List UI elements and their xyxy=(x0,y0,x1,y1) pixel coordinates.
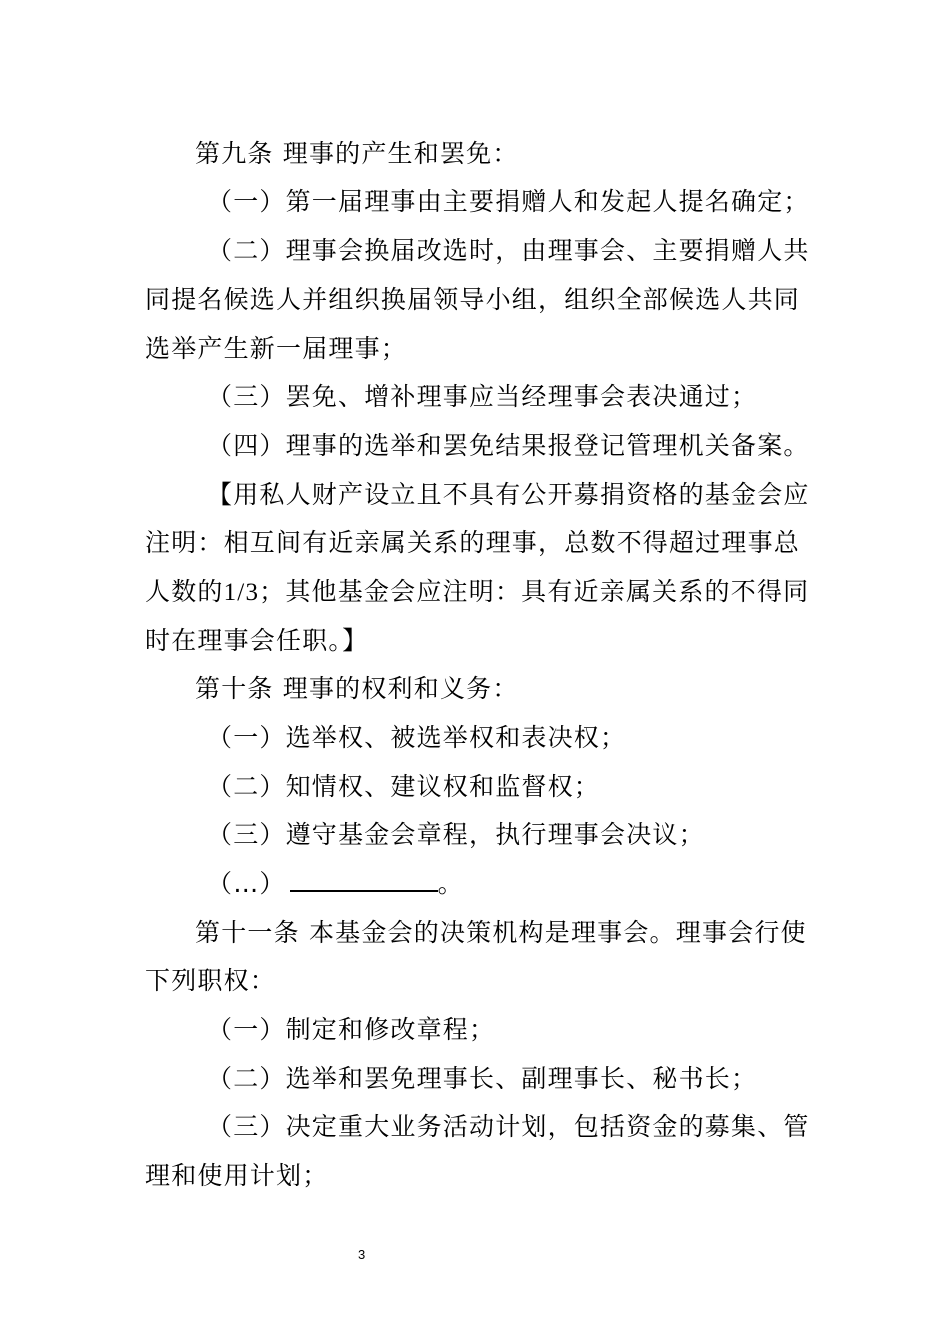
article-11-heading-line-2: 下列职权： xyxy=(145,966,277,995)
article-9-note-line-1: 【用私人财产设立且不具有公开募捐资格的基金会应 xyxy=(207,480,810,509)
article-9-note-line-2: 注明：相互间有近亲属关系的理事，总数不得超过理事总 xyxy=(145,528,801,557)
article-9-item-2-line-3: 选举产生新一届理事； xyxy=(145,334,408,363)
article-11-item-3-line-1: （三）决定重大业务活动计划，包括资金的募集、管 xyxy=(207,1112,810,1141)
note-fraction: 1/3 xyxy=(223,579,260,606)
article-10-item-more xyxy=(207,860,464,908)
item-more-end: 。 xyxy=(437,869,464,898)
item-more-label: （…） xyxy=(207,869,286,898)
note-text-after: ；其他基金会应注明：具有近亲属关系的不得同 xyxy=(259,577,810,606)
article-9-note-line-3 xyxy=(145,568,809,616)
article-9-item-3: （三）罢免、增补理事应当经理事会表决通过； xyxy=(207,382,758,411)
page-number: 3 xyxy=(358,1247,366,1262)
article-9-item-2-line-1: （二）理事会换届改选时，由理事会、主要捐赠人共 xyxy=(207,236,810,265)
article-11-item-1: （一）制定和修改章程； xyxy=(207,1015,496,1044)
article-9-item-1: （一）第一届理事由主要捐赠人和发起人提名确定； xyxy=(207,187,810,216)
note-text-before: 人数的 xyxy=(145,577,224,606)
article-9-heading: 第九条 理事的产生和罢免： xyxy=(195,139,519,168)
article-11-heading-line-1: 第十一条 本基金会的决策机构是理事会。理事会行使 xyxy=(195,918,807,947)
article-10-item-2: （二）知情权、建议权和监督权； xyxy=(207,772,601,801)
article-9-note-line-4: 时在理事会任职。】 xyxy=(145,626,369,655)
article-10-item-1: （一）选举权、被选举权和表决权； xyxy=(207,723,627,752)
article-9-item-2-line-2: 同提名候选人并组织换届领导小组，组织全部候选人共同 xyxy=(145,285,801,314)
article-11-item-2: （二）选举和罢免理事长、副理事长、秘书长； xyxy=(207,1064,758,1093)
fill-in-blank xyxy=(290,864,438,892)
article-9-item-4: （四）理事的选举和罢免结果报登记管理机关备案。 xyxy=(207,431,810,460)
article-11-item-3-line-2: 理和使用计划； xyxy=(145,1161,329,1190)
article-10-heading: 第十条 理事的权利和义务： xyxy=(195,674,519,703)
article-10-item-3: （三）遵守基金会章程，执行理事会决议； xyxy=(207,820,705,849)
